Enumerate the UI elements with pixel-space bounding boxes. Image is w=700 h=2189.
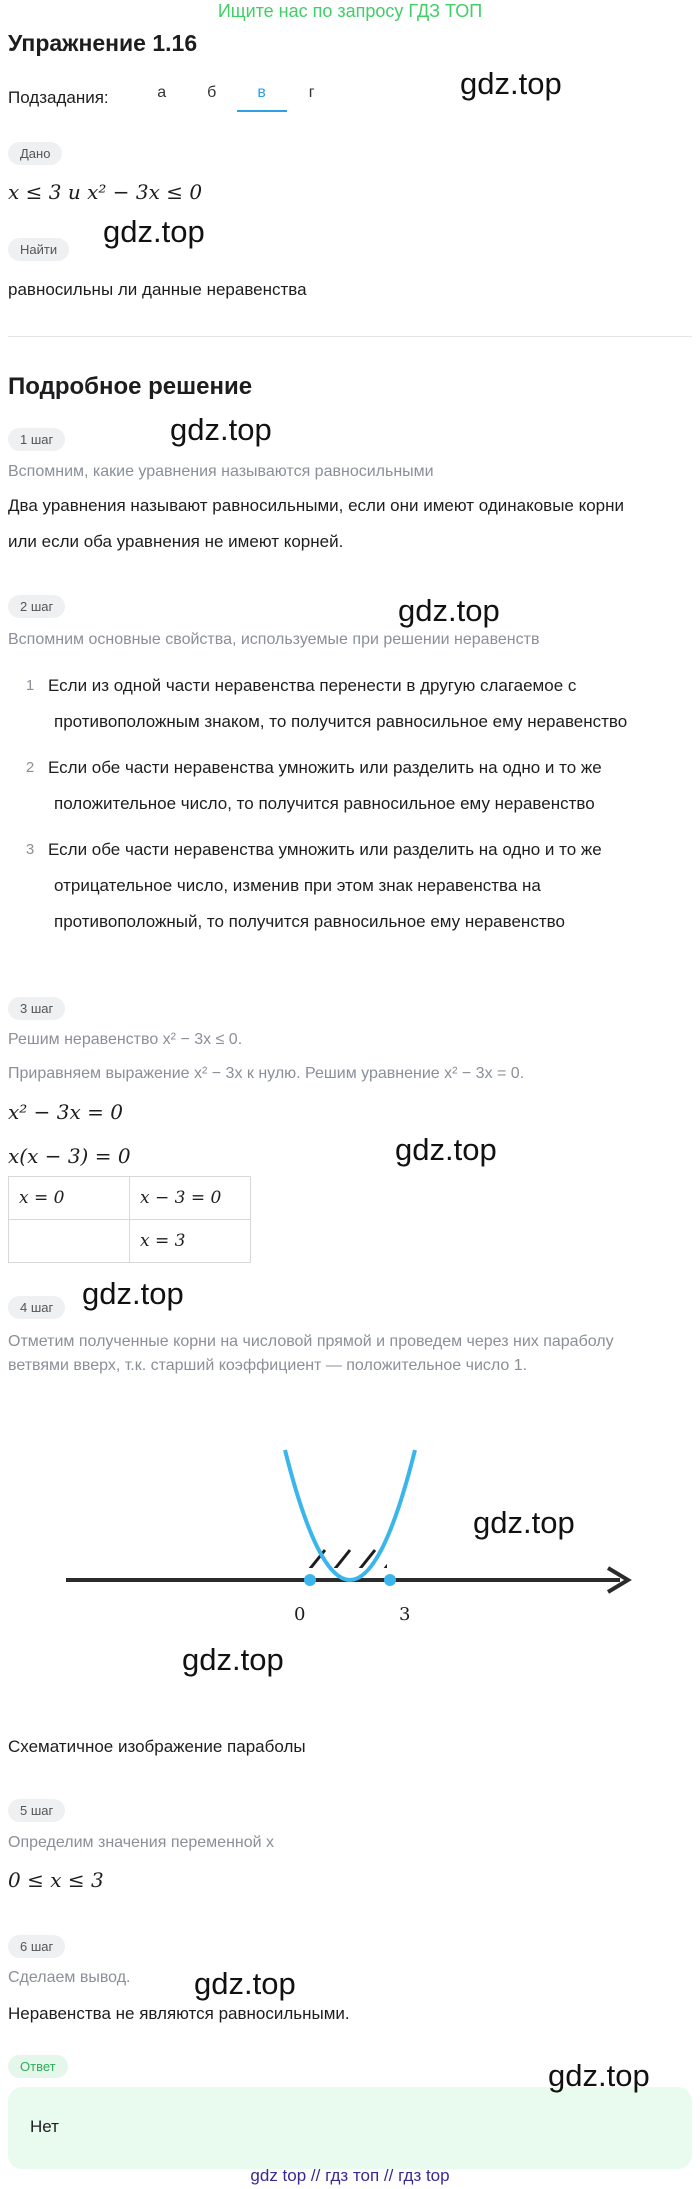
step5-badge: 5 шаг (8, 1799, 65, 1822)
divider (8, 336, 692, 337)
step3-badge-wrap (8, 997, 65, 1020)
step6-badge-wrap (8, 1935, 65, 1958)
watermark: gdz.top (170, 412, 272, 447)
root-label-3: 3 (399, 1604, 411, 1625)
step1-line2: или если оба уравнения не имеют корней. (8, 532, 344, 551)
table-cell: x − 3 = 0 (130, 1177, 251, 1220)
list-item (12, 832, 692, 940)
step3-hint2: Приравняем выражение x² − 3x к нулю. Решим уравнение x² − 3x = 0. (8, 1065, 525, 1082)
list-item-line: противоположный, то получится равносильное ему неравенство (54, 912, 565, 931)
hatch-mark (380, 1550, 400, 1575)
answer-badge: Ответ (8, 2055, 68, 2078)
tab-g[interactable]: г (308, 84, 315, 101)
step1-text (8, 488, 624, 560)
watermark: gdz.top (460, 66, 562, 101)
parabola-curve (285, 1450, 415, 1580)
watermark: gdz.top (194, 1966, 296, 2001)
table-row (9, 1177, 251, 1220)
footer-links: gdz top // гдз топ // гдз top (250, 2166, 450, 2185)
step4-hint-line2: ветвями вверх, т.к. старший коэффициент — положительное число 1. (8, 1357, 528, 1374)
number-line-diagram (0, 1430, 700, 1680)
watermark: gdz.top (398, 593, 500, 628)
find-text: равносильны ли данные неравенства (8, 280, 307, 299)
step4-hint-line1: Отметим полученные корни на числовой прямой и проведем через них параболу (8, 1333, 614, 1350)
step2-hint: Вспомним основные свойства, используемые при решении неравенств (8, 631, 540, 648)
step4-hint (8, 1330, 614, 1378)
step1-badge: 1 шаг (8, 428, 65, 451)
find-badge-wrap (8, 238, 69, 261)
step2-badge-wrap (8, 595, 65, 618)
given-expression: x ≤ 3 и x² − 3x ≤ 0 (8, 180, 203, 204)
watermark: gdz.top (182, 1642, 284, 1677)
given-badge: Дано (8, 142, 62, 165)
root-point-0 (304, 1574, 316, 1586)
table-cell: x = 3 (130, 1220, 251, 1263)
page-title: Упражнение 1.16 (8, 30, 198, 56)
roots-table (8, 1176, 251, 1263)
watermark: gdz.top (82, 1276, 184, 1311)
solution-title: Подробное решение (8, 373, 253, 400)
tab-v[interactable]: в (237, 84, 287, 112)
step1-line1: Два уравнения называют равносильными, если они имеют одинаковые корни (8, 496, 625, 515)
step5-badge-wrap (8, 1799, 65, 1822)
step5-result: 0 ≤ x ≤ 3 (8, 1868, 104, 1892)
step6-hint: Сделаем вывод. (8, 1969, 131, 1986)
watermark: gdz.top (473, 1505, 575, 1540)
step6-conclusion: Неравенства не являются равносильными. (8, 2004, 350, 2023)
equation-2: x(x − 3) = 0 (8, 1144, 131, 1168)
table-row (9, 1220, 251, 1263)
step5-hint: Определим значения переменной x (8, 1834, 275, 1851)
tab-a[interactable]: а (157, 84, 167, 101)
step4-badge: 4 шаг (8, 1296, 65, 1319)
diagram-caption: Схематичное изображение параболы (8, 1737, 306, 1756)
subtasks-label: Подзадания: (8, 88, 109, 107)
watermark: gdz.top (548, 2058, 650, 2093)
list-item-number: 2 (25, 759, 35, 776)
step1-hint: Вспомним, какие уравнения называются равносильными (8, 463, 434, 480)
list-item-line: Если обе части неравенства умножить или разделить на одно и то же (48, 758, 602, 777)
root-label-0: 0 (294, 1604, 306, 1625)
answer-badge-wrap (8, 2055, 68, 2078)
list-item-number: 3 (25, 841, 35, 858)
list-item-line: отрицательное число, изменив при этом знак неравенства на (54, 876, 541, 895)
table-cell: x = 0 (9, 1177, 130, 1220)
table-cell (9, 1220, 130, 1263)
watermark: gdz.top (103, 214, 205, 249)
list-item-line: Если из одной части неравенства перенести в другую слагаемое с (48, 676, 577, 695)
given-badge-wrap (8, 142, 62, 165)
list-item-line: Если обе части неравенства умножить или разделить на одно и то же (48, 840, 602, 859)
step4-badge-wrap (8, 1296, 65, 1319)
promo-banner: Ищите нас по запросу ГДЗ ТОП (217, 1, 483, 21)
find-badge: Найти (8, 238, 69, 261)
list-item-line: противоположным знаком, то получится равносильное ему неравенство (54, 712, 628, 731)
step3-badge: 3 шаг (8, 997, 65, 1020)
list-item (12, 750, 692, 822)
list-item-line: положительное число, то получится равносильное ему неравенство (54, 794, 595, 813)
subtasks-row (8, 84, 337, 112)
watermark: gdz.top (395, 1132, 497, 1167)
equation-1: x² − 3x = 0 (8, 1100, 123, 1124)
properties-list (12, 668, 692, 950)
step6-badge: 6 шаг (8, 1935, 65, 1958)
list-item (12, 668, 692, 740)
list-item-number: 1 (25, 677, 35, 694)
step1-badge-wrap (8, 428, 65, 451)
step3-hint1: Решим неравенство x² − 3x ≤ 0. (8, 1031, 243, 1048)
root-point-3 (384, 1574, 396, 1586)
step2-badge: 2 шаг (8, 595, 65, 618)
answer-text: Нет (30, 2117, 59, 2136)
tab-b[interactable]: б (207, 84, 217, 101)
answer-box (8, 2087, 692, 2169)
